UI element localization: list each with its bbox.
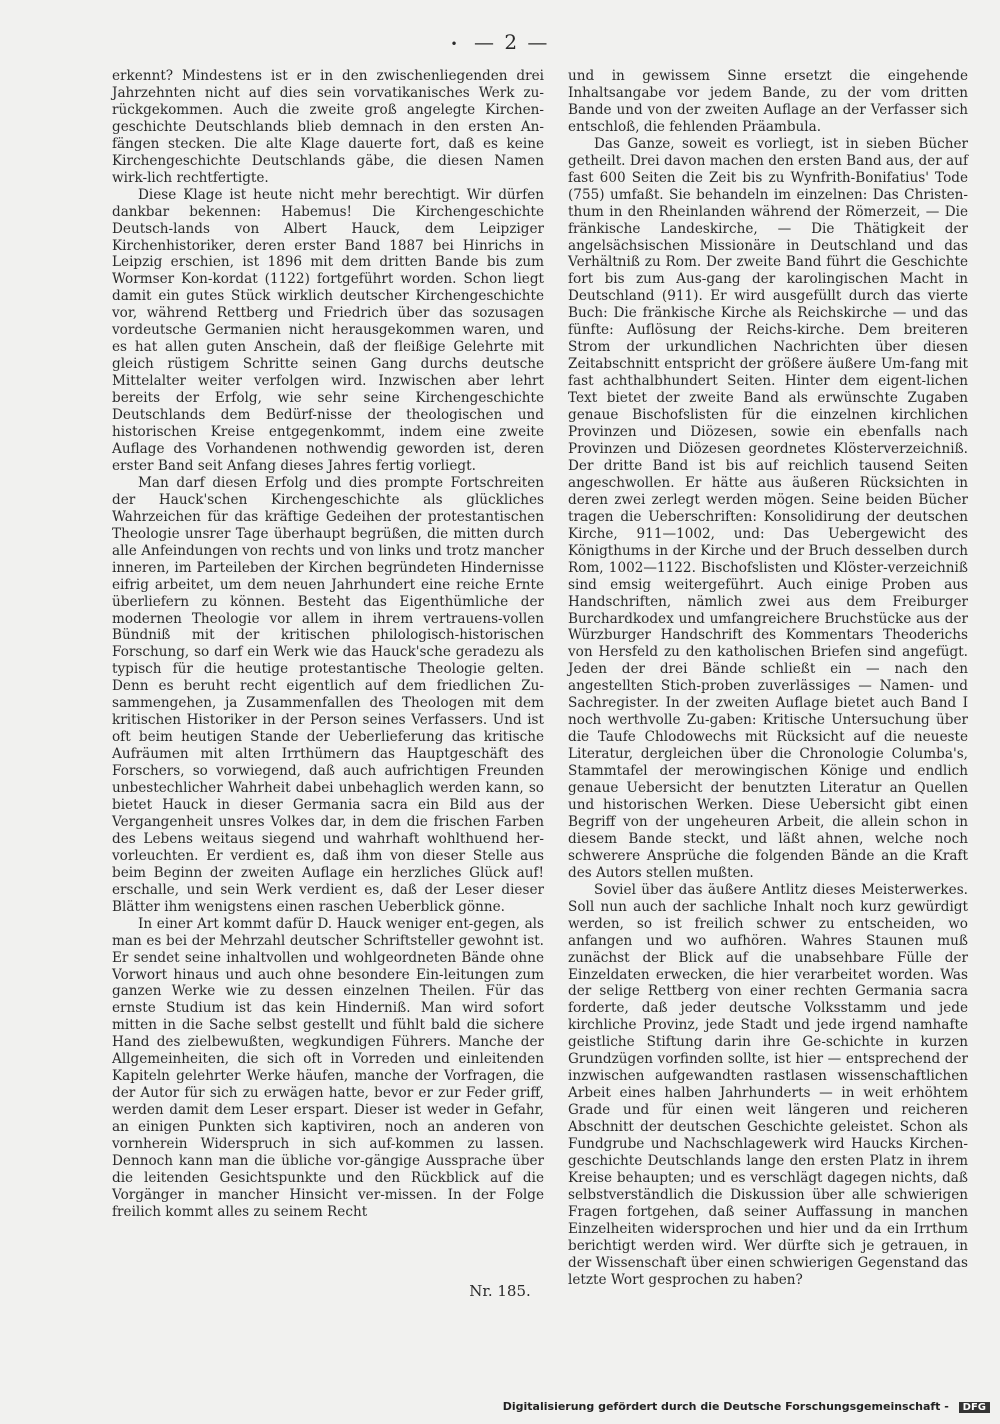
paragraph: Diese Klage ist heute nicht mehr berechtigt. Wir dürfen dankbar bekennen: Habemus! Die Kirchengeschichte Deutsch-lands von Albert Hauck, dem Leipziger Kirchenhistoriker, deren erster Band 1887 bei Hinrichs in Leipzig erschien, ist 1896 mit dem dritten Bande bis zum Wormser Kon-kordat (1122) fortgeführt worden. Schon liegt damit ein gutes Stück wirklich deutscher Kirchengeschichte vor, während Rettberg und Friedrich über das sozusagen vordeutsche Germanien nicht herausgekommen waren, und es hat allen guten Anschein, daß der fleißige Gelehrte mit gleich rüstigem Schritte seinen Gang durchs deutsche Mittelalter weiter verfolgen wird. Inzwischen aber lehrt bereits der Erfolg, wie sehr seine Kirchengeschichte Deutschlands dem Bedürf-nisse der theologischen und historischen Kreise entgegenkommt, indem eine zweite Auflage des Vorhandenen nothwendig geworden ist, deren erster Band seit Anfang dieses Jahres fertig vorliegt. [112,186,544,474]
paragraph: Soviel über das äußere Antlitz dieses Meisterwerkes. Soll nun auch der sachliche Inhalt noch kurz gewürdigt werden, so ist freilich schwer zu entscheiden, wo anfangen und wo aufhören. Wahres Staunen muß zunächst der Blick auf die unabsehbare Fülle der Einzeldaten erwecken, die hier verarbeitet worden. Was der selige Rettberg von einer rechten Germania sacra forderte, daß jeder deutsche Volksstamm und jede kirchliche Provinz, jede Stadt und jede irgend namhafte geistliche Stiftung darin ihre Ge-schichte in kurzen Grundzügen vorfinden sollte, ist hier — entsprechend der inzwischen aufgewandten rastlasen wissenschaftlichen Arbeit eines halben Jahrhunderts — in weit erhöhtem Grade und für einen weit längeren und reicheren Abschnitt der deutschen Geschichte geleistet. Schon als Fundgrube und Nachschlagewerk wird Haucks Kirchen-geschichte Deutschlands lange den ersten Platz in ihrem Kreise behaupten; und es verschlägt dagegen nichts, daß selbstverständlich die Diskussion über alle schwierigen Fragen fortgehen, daß seiner Auffassung in manchen Einzelheiten widersprochen und hier und da ein Irrthum berichtigt werden wird. Wer dürfte sich je getrauen, in der Wissenschaft über einen schwierigen Gegenstand das letzte Wort gesprochen zu haben? [568,881,968,1288]
paragraph: und in gewissem Sinne ersetzt die eingehende Inhaltsangabe vor jedem Bande, zu der vom dritten Bande und von der zweiten Auflage an der Verfasser sich entschloß, die fehlenden Präambula. [568,68,968,135]
digitization-credit [503,1400,990,1413]
dfg-logo: DFG [959,1402,990,1413]
credit-text: Digitalisierung gefördert durch die Deutsche Forschungsgemeinschaft - [502,1400,949,1413]
header-mark: • [450,36,460,51]
issue-number: Nr. 185. [469,1282,531,1300]
left-column [112,68,544,1221]
paragraph: Das Ganze, soweit es vorliegt, ist in sieben Bücher getheilt. Drei davon machen den ersten Band aus, der auf fast 600 Seiten die Zeit bis zu Wynfrith-Bonifatius' Tode (755) umfaßt. Sie behandeln im einzelnen: Das Christen-thum in den Rheinlanden während der Römerzeit, — Die fränkische Landeskirche, — Die Thätigkeit der angelsächsischen Missionäre in Deutschland und das Verhältniß zu Rom. Der zweite Band führt die Geschichte fort bis zum Aus-gang der karolingischen Macht in Deutschland (911). Er wird ausgefüllt durch das vierte Buch: Die fränkische Kirche als Reichskirche — und das fünfte: Auflösung der Reichs-kirche. Dem breiteren Strom der urkundlichen Nachrichten über diesen Zeitabschnitt entspricht der größere äußere Um-fang mit fast achthalbhundert Seiten. Hinter dem eigent-lichen Text bietet der zweite Band als erwünschte Zugaben genaue Bischofslisten für die einzelnen kirchlichen Provinzen und Diözesen, sowie ein ebenfalls nach Provinzen und Diözesen geordnetes Klösterverzeichniß. Der dritte Band ist bis auf reichlich tausend Seiten angeschwollen. Er hätte aus äußeren Rücksichten in deren zwei zerlegt werden mögen. Seine beiden Bücher tragen die Ueberschriften: Konsolidirung der deutschen Kirche, 911—1002, und: Das Uebergewicht des Königthums in der Kirche und der Bruch desselben durch Rom, 1002—1122. Bischofslisten und Klöster-verzeichniß sind emsig weitergeführt. Auch einige Proben aus Handschriften, nämlich zwei aus dem Freiburger Burchardkodex und umfangreichere Bruchstücke aus der Würzburger Handschrift des Kommentars Theoderichs von Hersfeld zu den katholischen Briefen sind angefügt. Jeden der drei Bände schließt ein — nach den angestellten Stich-proben zuverlässiges — Namen- und Sachregister. In der zweiten Auflage bietet auch Band I noch werthvolle Zu-gaben: Kritische Untersuchung über die Taufe Chlodowechs mit Rücksicht auf die neueste Literatur, dergleichen über die Chronologie Columba's, Stammtafel der merowingischen Könige und endlich genaue Uebersicht der benutzten Literatur an Quellen und historischen Werken. Diese Uebersicht gibt einen Begriff von der ungeheuren Arbeit, die allein schon in diesem Bande steckt, und läßt ahnen, welche noch schwerere Ansprüche die folgenden Bände an die Kraft des Autors stellen mußten. [568,135,968,881]
right-column [568,68,968,1289]
paragraph: Man darf diesen Erfolg und dies prompte Fortschreiten der Hauck'schen Kirchengeschichte als glückliches Wahrzeichen für das kräftige Gedeihen der protestantischen Theologie unsrer Tage überhaupt begrüßen, die mitten durch alle Anfeindungen von rechts und von links und trotz mancher inneren, im Parteileben der Kirchen begründeten Hindernisse eifrig arbeitet, um dem neuen Jahrhundert eine reiche Ernte überliefern zu können. Besteht das Eigenthümliche der modernen Theologie vor allem in ihrem vertrauens-vollen Bündniß mit der kritischen philologisch-historischen Forschung, so darf ein Werk wie das Hauck'sche geradezu als typisch für die heutige protestantische Theologie gelten. Denn es beruht recht eigentlich auf dem friedlichen Zu-sammengehen, ja Zusammenfallen des Theologen mit dem kritischen Historiker in der Person seines Verfassers. Und ist oft beim heutigen Stande der Ueberlieferung das kritische Aufräumen mit alten Irrthümern das Hauptgeschäft des Forschers, so vorwiegend, daß auch aufrichtigen Freunden unbestechlicher Wahrheit dabei unbehaglich werden kann, so bietet Hauck in dieser Germania sacra ein Bild aus der Vergangenheit unsres Volkes dar, in dem die frischen Farben des Lebens weitaus siegend und wahrhaft wohlthuend her-vorleuchten. Er verdient es, daß ihm von dieser Stelle aus beim Beginn der zweiten Auflage ein herzliches Glück auf! erschalle, und sein Werk verdient es, daß der Leser dieser Blätter ihm wenigstens einen raschen Ueberblick gönne. [112,474,544,915]
paragraph: erkennt? Mindestens ist er in den zwischenliegenden drei Jahrzehnten nicht auf dies sein vorvatikanisches Werk zu-rückgekommen. Auch die zweite groß angelegte Kirchen-geschichte Deutschlands blieb demnach in den ersten An-fängen stecken. Die alte Klage dauerte fort, daß es keine Kirchengeschichte Deutschlands gäbe, die diesen Namen wirk-lich rechtfertigte. [112,68,544,186]
paragraph: In einer Art kommt dafür D. Hauck weniger ent-gegen, als man es bei der Mehrzahl deutscher Schriftsteller gewohnt ist. Er sendet seine inhaltvollen und wohlgeordneten Bände ohne Vorwort hinaus und auch ohne besondere Ein-leitungen zum ganzen Werke wie zu dessen einzelnen Theilen. Für das ernste Studium ist das kein Hinderniß. Man wird sofort mitten in die Sache selbst gestellt und fühlt bald die sichere Hand des zielbewußten, wegkundigen Führers. Manche der Allgemeinheiten, die sich oft in Vorreden und einleitenden Kapiteln gelehrter Werke häufen, manche der Vorfragen, die der Autor für sich zu erwägen hatte, bevor er zur Feder griff, werden damit dem Leser erspart. Dieser ist weder in Gefahr, an einigen Punkten sich kaptiviren, noch an anderen von vornherein Widerspruch in sich auf-kommen zu lassen. Dennoch kann man die übliche vor-gängige Aussprache über die leitenden Gesichtspunkte und den Rückblick auf die Vorgänger in mancher Hinsicht ver-missen. In der Folge freilich kommt alles zu seinem Recht [112,915,544,1220]
page-header [0,30,1000,54]
header-page-marker: — 2 — [473,30,550,54]
